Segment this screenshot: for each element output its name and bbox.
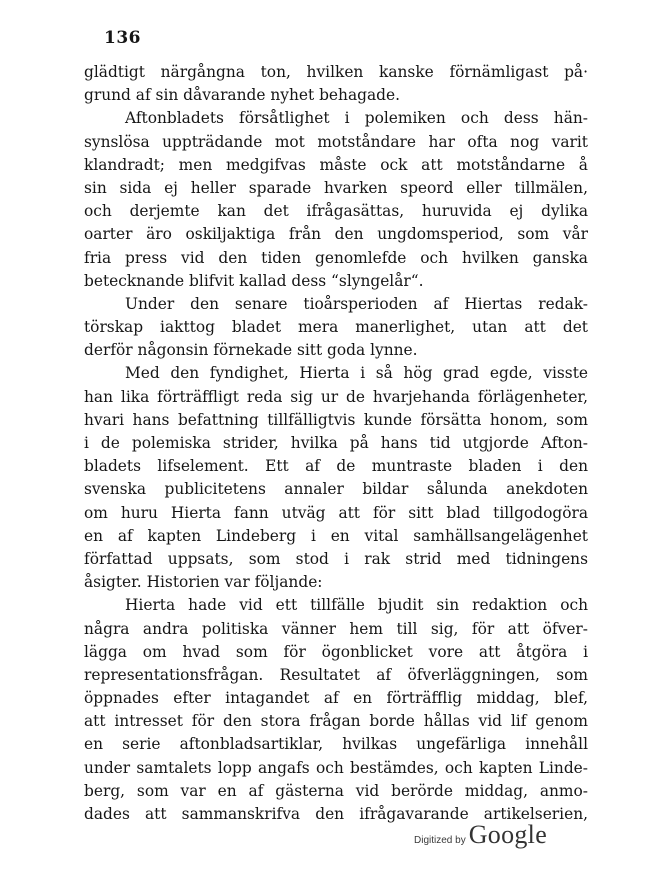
text-line: synslösa uppträdande mot motståndare har ofta nog varit — [84, 132, 588, 151]
digitized-by-google-watermark — [414, 820, 547, 850]
text-line: fria press vid den tiden genomlefde och hvilken ganska — [84, 248, 588, 267]
text-line: svenska publicitetens annaler bildar sålunda anekdoten — [84, 480, 588, 499]
text-line: grund af sin dåvarande nyhet behagade. — [84, 86, 400, 105]
text-line: några andra politiska vänner hem till sig, för att öfver- — [84, 619, 588, 638]
google-logo: Google — [468, 820, 548, 849]
text-line: Aftonbladets försåtlighet i polemiken och dess hän- — [125, 109, 588, 128]
text-line: glädtigt närgångna ton, hvilken kanske förnämligast på· — [84, 63, 588, 81]
text-line: under samtalets lopp angafs och bestämdes, och kapten Linde- — [84, 758, 588, 777]
paragraph — [84, 594, 588, 826]
text-line: Med den fyndighet, Hierta i så hög grad egde, visste — [125, 364, 588, 383]
text-line: lägga om hvad som för ögonblicket vore att åtgöra i — [84, 642, 588, 661]
body-text — [84, 61, 588, 826]
text-line: berg, som var en af gästerna vid berörde middag, anmo- — [84, 781, 588, 800]
text-line: klandradt; men medgifvas måste ock att motståndarne å — [84, 155, 588, 174]
text-line: sin sida ej heller sparade hvarken speord eller tillmälen, — [84, 178, 588, 197]
text-line: dades att sammanskrifva den ifrågavarande artikelserien, — [84, 805, 588, 823]
text-line: i de polemiska strider, hvilka på hans tid utgjorde Afton- — [84, 434, 588, 452]
text-line: bladets lifselement. Ett af de muntraste bladen i den — [84, 457, 588, 476]
text-line: författad uppsats, som stod i rak strid med tidningens — [84, 549, 588, 568]
text-line: betecknande blifvit kallad dess “slyngelår“. — [84, 271, 424, 290]
watermark-prefix: Digitized by — [414, 835, 466, 846]
text-line: en serie aftonbladsartiklar, hvilkas ungefärliga innehåll — [84, 735, 588, 754]
text-line: att intresset för den stora frågan borde hållas vid lif genom — [84, 712, 588, 731]
page-number: 136 — [104, 28, 141, 48]
text-line: hvari hans befattning tillfälligtvis kunde försätta honom, som — [84, 410, 588, 429]
text-line: öppnades efter intagandet af en förträfflig middag, blef, — [84, 689, 588, 708]
text-line: en af kapten Lindeberg i en vital samhällsangelägenhet — [84, 526, 588, 545]
text-line: representationsfrågan. Resultatet af öfverläggningen, som — [84, 665, 588, 684]
paragraph — [84, 293, 588, 363]
text-line: derför någonsin förnekade sitt goda lynne. — [84, 341, 418, 360]
paragraph — [84, 362, 588, 594]
text-line: Under den senare tioårsperioden af Hiertas redak- — [125, 294, 588, 313]
text-line: han lika förträffligt reda sig ur de hvarjehanda förlägenheter, — [84, 387, 588, 406]
paragraph — [84, 61, 588, 107]
text-line: om huru Hierta fann utväg att för sitt blad tillgodogöra — [84, 503, 588, 522]
text-line: och derjemte kan det ifrågasättas, huruvida ej dylika — [84, 202, 588, 221]
text-line: törskap iakttog bladet mera manerlighet, utan att det — [84, 318, 588, 337]
text-line: oarter äro oskiljaktiga från den ungdomsperiod, som vår — [84, 225, 588, 244]
text-line: Hierta hade vid ett tillfälle bjudit sin redaktion och — [125, 596, 588, 615]
paragraph — [84, 107, 588, 293]
text-line: åsigter. Historien var följande: — [84, 573, 323, 592]
